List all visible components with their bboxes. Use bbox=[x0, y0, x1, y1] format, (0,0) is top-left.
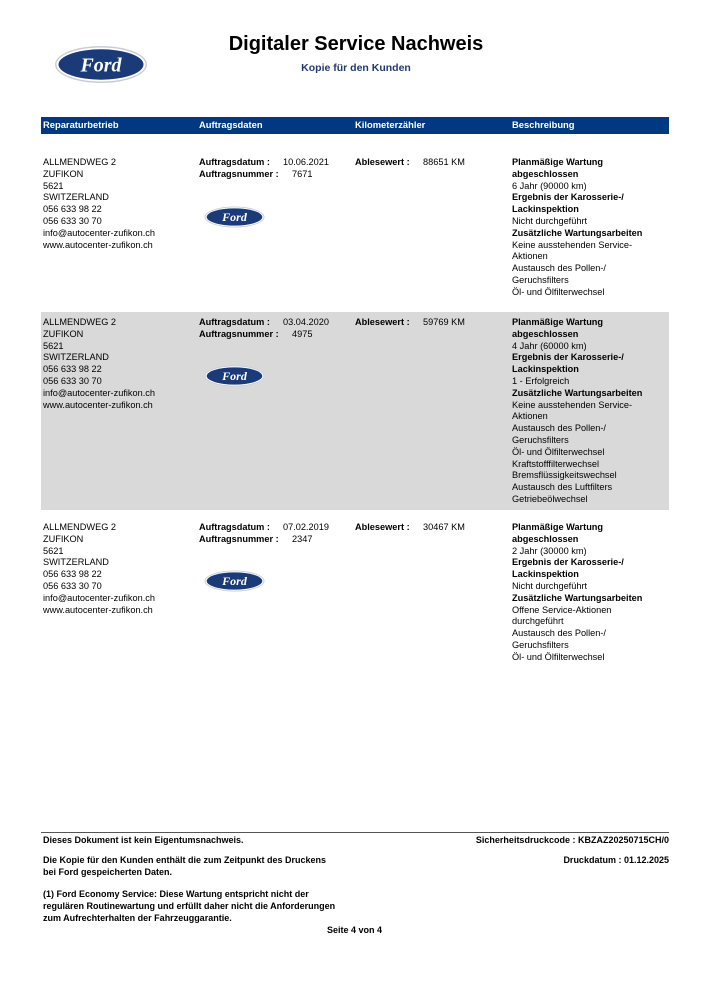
odometer-info bbox=[355, 317, 505, 329]
page-title: Digitaler Service Nachweis bbox=[228, 33, 484, 55]
description-line: Öl- und Ölfilterwechsel bbox=[512, 446, 605, 457]
ford-logo bbox=[54, 45, 148, 84]
dealer-line: SWITZERLAND bbox=[43, 557, 109, 568]
column-header: Beschreibung bbox=[512, 119, 575, 130]
dealer-line: 056 633 30 70 bbox=[43, 375, 102, 386]
description-line: Nicht durchgeführt bbox=[512, 580, 588, 591]
dealer-line: ZUFIKON bbox=[43, 328, 84, 339]
ford-logo-text: Ford bbox=[80, 54, 122, 77]
description-line: Nicht durchgeführt bbox=[512, 215, 588, 226]
description-line: Öl- und Ölfilterwechsel bbox=[512, 286, 605, 297]
description-heading: Planmäßige Wartung bbox=[512, 522, 604, 532]
description bbox=[512, 522, 666, 664]
dealer-line: 5621 bbox=[43, 545, 64, 556]
economy-note-line: regulären Routinewartung und erfüllt daher nicht die Anforderungen bbox=[43, 901, 336, 911]
service-record bbox=[41, 152, 669, 300]
order-date: 10.06.2021 bbox=[283, 157, 329, 167]
dealer-line: www.autocenter-zufikon.ch bbox=[43, 604, 153, 615]
security-code: Sicherheitsdruckcode : KBZAZ20250715CH/0 bbox=[475, 835, 669, 845]
description-line: 1 - Erfolgreich bbox=[512, 375, 570, 386]
description bbox=[512, 317, 666, 506]
order-date: 03.04.2020 bbox=[283, 317, 329, 327]
order-date: 07.02.2019 bbox=[283, 522, 329, 532]
ford-logo bbox=[204, 570, 265, 592]
order-number-label: Auftragsnummer : bbox=[199, 168, 279, 179]
order-date-label: Auftragsdatum : bbox=[199, 157, 270, 167]
dealer-line: 056 633 98 22 bbox=[43, 569, 102, 580]
description-heading: Ergebnis der Karosserie-/ bbox=[512, 557, 624, 568]
description-line: 6 Jahr (90000 km) bbox=[512, 180, 587, 191]
description-line: Getriebeölwechsel bbox=[512, 493, 588, 504]
description-line: Offene Service-Aktionen bbox=[512, 604, 612, 615]
description-heading: Zusätzliche Wartungsarbeiten bbox=[512, 592, 643, 603]
description-heading: abgeschlossen bbox=[512, 168, 579, 179]
description-line: durchgeführt bbox=[512, 616, 564, 627]
column-header: Auftragsdaten bbox=[199, 119, 263, 130]
description-line: Austausch des Pollen-/ bbox=[512, 423, 606, 434]
column-header: Reparaturbetrieb bbox=[43, 119, 119, 130]
description-line: 2 Jahr (30000 km) bbox=[512, 545, 587, 556]
order-info bbox=[199, 157, 349, 181]
description-line: Geruchsfilters bbox=[512, 434, 569, 445]
description-line: Austausch des Pollen-/ bbox=[512, 263, 606, 274]
dealer-line: SWITZERLAND bbox=[43, 192, 109, 203]
dealer-info bbox=[43, 317, 193, 411]
copy-note-line: bei Ford gespeicherten Daten. bbox=[43, 867, 173, 877]
odometer-value: 59769 KM bbox=[423, 317, 465, 327]
description-heading: Lackinspektion bbox=[512, 204, 579, 215]
table-header bbox=[41, 117, 669, 134]
description-line: Öl- und Ölfilterwechsel bbox=[512, 651, 605, 662]
description-heading: Planmäßige Wartung bbox=[512, 317, 604, 327]
column-header: Kilometerzähler bbox=[355, 119, 426, 130]
reading-label: Ablesewert : bbox=[355, 157, 410, 167]
order-info bbox=[199, 317, 349, 341]
order-info bbox=[199, 522, 349, 546]
dealer-line: ALLMENDWEG 2 bbox=[43, 522, 117, 532]
description-line: Keine ausstehenden Service- bbox=[512, 399, 633, 410]
odometer-info bbox=[355, 522, 505, 534]
order-number-label: Auftragsnummer : bbox=[199, 328, 279, 339]
description-line: Aktionen bbox=[512, 251, 548, 262]
dealer-line: 056 633 30 70 bbox=[43, 215, 102, 226]
dealer-line: info@autocenter-zufikon.ch bbox=[43, 387, 155, 398]
print-date: Druckdatum : 01.12.2025 bbox=[563, 855, 669, 865]
economy-note-line: zum Aufrechterhalten der Fahrzeuggarantie. bbox=[43, 913, 232, 923]
dealer-line: ZUFIKON bbox=[43, 533, 84, 544]
order-date-label: Auftragsdatum : bbox=[199, 317, 270, 327]
dealer-line: www.autocenter-zufikon.ch bbox=[43, 399, 153, 410]
reading-label: Ablesewert : bbox=[355, 522, 410, 532]
ford-logo-text: Ford bbox=[222, 574, 247, 589]
reading-label: Ablesewert : bbox=[355, 317, 410, 327]
economy-note-line: (1) Ford Economy Service: Diese Wartung entspricht nicht der bbox=[43, 889, 309, 899]
service-record bbox=[41, 517, 669, 669]
description-heading: abgeschlossen bbox=[512, 533, 579, 544]
order-number: 7671 bbox=[292, 168, 313, 179]
dealer-line: 056 633 98 22 bbox=[43, 204, 102, 215]
odometer-info bbox=[355, 157, 505, 169]
description-line: Geruchsfilters bbox=[512, 274, 569, 285]
dealer-line: 056 633 98 22 bbox=[43, 364, 102, 375]
dealer-line: ALLMENDWEG 2 bbox=[43, 317, 117, 327]
ford-logo-text: Ford bbox=[222, 369, 247, 384]
description-line: Austausch des Pollen-/ bbox=[512, 628, 606, 639]
description-heading: Lackinspektion bbox=[512, 569, 579, 580]
dealer-info bbox=[43, 522, 193, 616]
description-heading: Zusätzliche Wartungsarbeiten bbox=[512, 227, 643, 238]
description-heading: Lackinspektion bbox=[512, 364, 579, 375]
dealer-line: info@autocenter-zufikon.ch bbox=[43, 227, 155, 238]
description-line: Geruchsfilters bbox=[512, 639, 569, 650]
copy-note-line: Die Kopie für den Kunden enthält die zum Zeitpunkt des Druckens bbox=[43, 855, 327, 865]
order-number: 4975 bbox=[292, 328, 313, 339]
ford-logo bbox=[204, 206, 265, 228]
description-line: Aktionen bbox=[512, 411, 548, 422]
page-number: Seite 4 von 4 bbox=[327, 925, 383, 935]
description-line: Austausch des Luftfilters bbox=[512, 482, 613, 493]
dealer-line: www.autocenter-zufikon.ch bbox=[43, 239, 153, 250]
description-heading: Ergebnis der Karosserie-/ bbox=[512, 192, 624, 203]
odometer-value: 88651 KM bbox=[423, 157, 465, 167]
order-number-label: Auftragsnummer : bbox=[199, 533, 279, 544]
description-line: Bremsflüssigkeitswechsel bbox=[512, 470, 617, 481]
description-line: Keine ausstehenden Service- bbox=[512, 239, 633, 250]
page-subtitle: Kopie für den Kunden bbox=[301, 62, 411, 74]
description-line: 4 Jahr (60000 km) bbox=[512, 340, 587, 351]
ford-logo bbox=[204, 365, 265, 387]
dealer-line: ALLMENDWEG 2 bbox=[43, 157, 117, 167]
description-line: Kraftstofffilterwechsel bbox=[512, 458, 599, 469]
ownership-note: Dieses Dokument ist kein Eigentumsnachweis. bbox=[43, 835, 244, 845]
description-heading: abgeschlossen bbox=[512, 328, 579, 339]
description bbox=[512, 157, 666, 299]
dealer-line: 5621 bbox=[43, 180, 64, 191]
description-heading: Ergebnis der Karosserie-/ bbox=[512, 352, 624, 363]
dealer-line: 5621 bbox=[43, 340, 64, 351]
dealer-info bbox=[43, 157, 193, 251]
footer-divider bbox=[41, 832, 669, 833]
dealer-line: 056 633 30 70 bbox=[43, 580, 102, 591]
dealer-line: ZUFIKON bbox=[43, 168, 84, 179]
odometer-value: 30467 KM bbox=[423, 522, 465, 532]
description-heading: Planmäßige Wartung bbox=[512, 157, 604, 167]
order-number: 2347 bbox=[292, 533, 313, 544]
dealer-line: SWITZERLAND bbox=[43, 352, 109, 363]
ford-logo-text: Ford bbox=[222, 210, 247, 225]
order-date-label: Auftragsdatum : bbox=[199, 522, 270, 532]
dealer-line: info@autocenter-zufikon.ch bbox=[43, 592, 155, 603]
service-record bbox=[41, 312, 669, 510]
description-heading: Zusätzliche Wartungsarbeiten bbox=[512, 387, 643, 398]
